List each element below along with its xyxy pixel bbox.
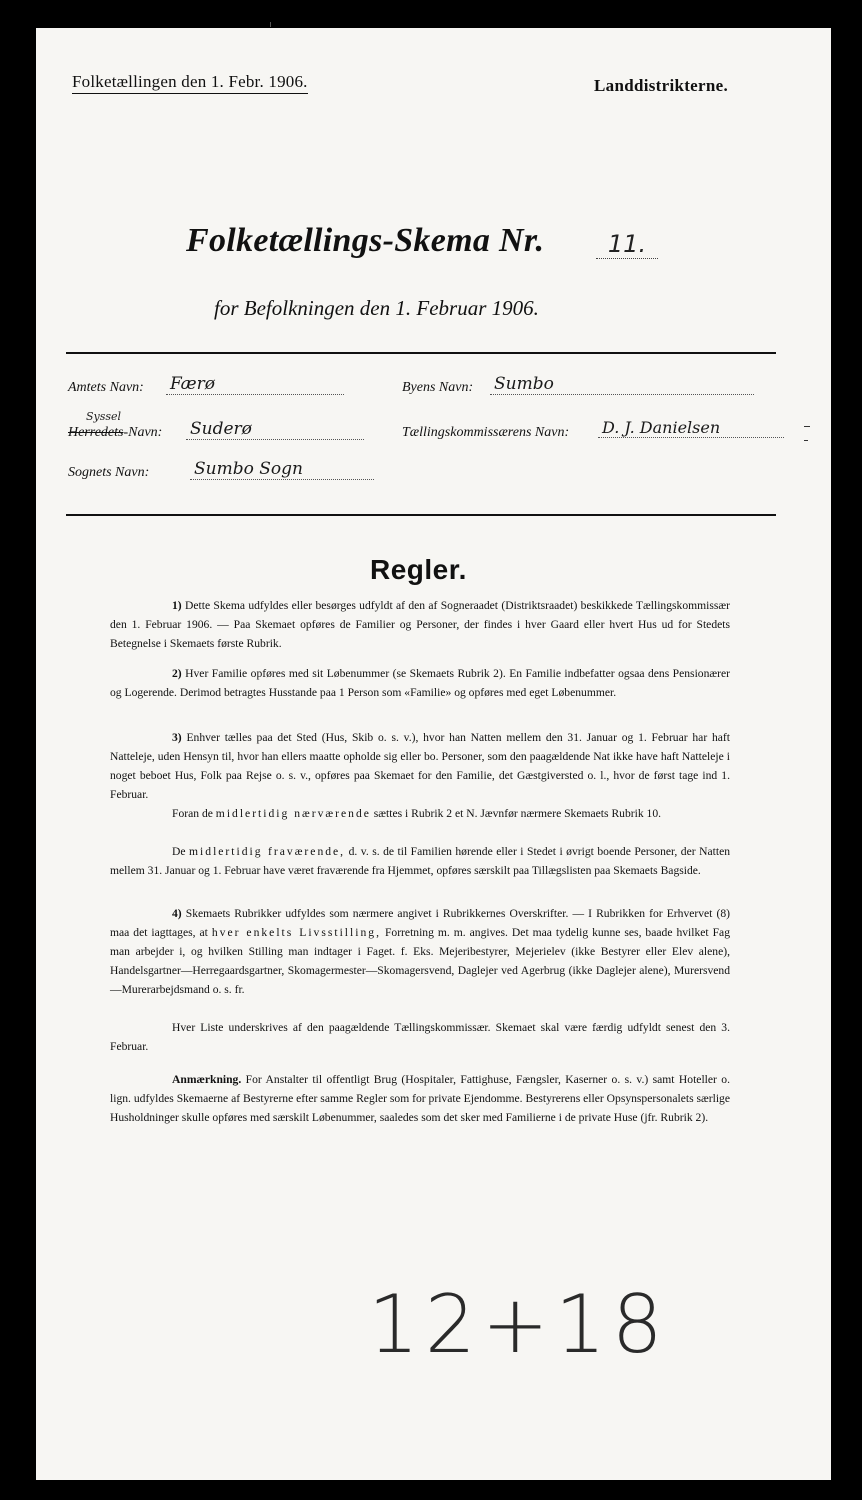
rule-4-pre: Skemaets Rubrikker udfyldes som nærmere angivet i Rubrikkernes Overskrifter. — I Rubrikken for Erhvervet (8) maa det iagttages, at bbox=[110, 907, 731, 939]
edge-mark bbox=[270, 22, 271, 27]
divider-top bbox=[66, 352, 776, 354]
rules-heading: Regler. bbox=[370, 554, 467, 585]
rule-2-number: 2) bbox=[172, 667, 182, 680]
rule-3b-spaced: midlertidig nærværende bbox=[215, 807, 371, 820]
herred-correction: Syssel bbox=[86, 410, 122, 423]
note-text: For Anstalter til offentligt Brug (Hospitaler, Fattighuse, Fængsler, Kaserner o. s. v.) samt Hoteller o. lign. udfyldes Skemaerne af Bestyrerne efter samme Regler som for private Ejendomme. Bestyrerens eller Opsynspersonalets særlige Husholdninger skulle opføres med særskilt Løbenummer, saaledes som det sker med Familierne i de private Huse (jfr. Rubrik 2). bbox=[110, 1073, 730, 1124]
sogn-value: Sumbo Sogn bbox=[190, 459, 374, 480]
rule-2-text: Hver Familie opføres med sit Løbenummer (se Skemaets Rubrik 2). En Familie indbefatter ogsaa dens Pensionærer og Logerende. Derimod betragtes Husstande paa 1 Person som «Familie» og opføres med eget Løbenummer. bbox=[110, 667, 730, 699]
note bbox=[110, 1070, 730, 1127]
rule-1-text: Dette Skema udfyldes eller besørges udfyldt af den af Sogneraadet (Distriktsraadet) beskikkede Tællingskommissær den 1. Februar 1906. — Paa Skemaet opføres de Familier og Personer, der findes i hver Gaard eller hvert Hus ud for Stedets Betegnelse i Skemaets første Rubrik. bbox=[110, 599, 730, 650]
kommissaer-label: Tællingskommissærens Navn: bbox=[402, 425, 570, 440]
herred-label bbox=[68, 425, 162, 441]
byen-label: Byens Navn: bbox=[402, 380, 474, 395]
rule-3c-spaced: midlertidig fraværende, bbox=[189, 845, 346, 858]
byen-value: Sumbo bbox=[490, 374, 754, 395]
herred-label-suffix: -Navn: bbox=[123, 425, 163, 440]
rule-3b bbox=[110, 804, 730, 823]
margin-mark bbox=[804, 426, 810, 427]
rule-3b-pre: Foran de bbox=[172, 807, 213, 820]
amt-label: Amtets Navn: bbox=[68, 380, 144, 395]
rule-3c bbox=[110, 842, 730, 880]
rule-1-number: 1) bbox=[172, 599, 182, 612]
rule-3b-post: sættes i Rubrik 2 et N. Jævnfør nærmere Skemaets Rubrik 10. bbox=[373, 807, 662, 820]
handwritten-count: 12+18 bbox=[368, 1278, 669, 1371]
divider-bottom bbox=[66, 514, 776, 516]
rule-4-spaced: hver enkelts Livsstilling, bbox=[211, 926, 381, 939]
rule-1 bbox=[110, 596, 730, 653]
note-label: Anmærkning. bbox=[172, 1073, 242, 1086]
rule-3-number: 3) bbox=[172, 731, 182, 744]
rule-4-post: Forretning m. m. angives. Det maa tydelig kunne ses, baade hvilket Fag man arbejder i, og hvilken Stilling man indtager i Faget. f. Eks. Mejeribestyrer, Mejerielev (ikke Bestyrer eller Elev alene), Handelsgartner—Herregaardsgartner, Skomagermester—Skomagersvend, Daglejer ved Agerbrug (ikke Daglejer alene), Murersvend—Murerarbejdsmand o. s. fr. bbox=[110, 926, 731, 996]
herred-value: Suderø bbox=[186, 419, 364, 440]
kommissaer-value: D. J. Danielsen bbox=[598, 418, 784, 438]
rule-3-text: Enhver tælles paa det Sted (Hus, Skib o. s. v.), hvor han Natten mellem den 31. Januar og 1. Februar har haft Natteleje, uden Hensyn til, hvor han ellers maatte opholde sig eller bo. Personer, som den paagældende Nat ikke have haft Natteleje i noget beboet Hus, Folk paa Rejse o. s. v., opføres paa Skemaet for den Familie, det Gæstgiversted o. l., hvor de først tage ind 1. Februar. bbox=[110, 731, 730, 801]
amt-value: Færø bbox=[166, 374, 344, 395]
form-title: Folketællings-Skema Nr. bbox=[186, 222, 545, 259]
rule-3c-pre: De bbox=[172, 845, 186, 858]
form-subtitle: for Befolkningen den 1. Februar 1906. bbox=[214, 296, 539, 320]
form-number: 11. bbox=[596, 230, 658, 259]
margin-mark bbox=[804, 440, 808, 441]
rule-5-text: Hver Liste underskrives af den paagældende Tællingskommissær. Skemaet skal være færdig udfyldt senest den 3. Februar. bbox=[110, 1021, 730, 1053]
rule-3 bbox=[110, 728, 730, 804]
rule-3c-post: d. v. s. de til Familien hørende eller i Stedet i øvrigt boende Personer, der Natten mellem 31. Januar og 1. Februar have været fraværende fra Hjemmet, opføres særskilt paa Tillægslisten paa Skemaets Bagside. bbox=[110, 845, 731, 877]
sogn-label: Sognets Navn: bbox=[68, 465, 150, 480]
rule-4 bbox=[110, 904, 730, 999]
rule-4-number: 4) bbox=[172, 907, 182, 920]
rule-2 bbox=[110, 664, 730, 702]
header-district-type: Landdistrikterne. bbox=[594, 76, 729, 95]
rule-5 bbox=[110, 1018, 730, 1056]
header-census-date: Folketællingen den 1. Febr. 1906. bbox=[72, 72, 308, 94]
herred-label-struck: Herredets bbox=[68, 425, 124, 440]
